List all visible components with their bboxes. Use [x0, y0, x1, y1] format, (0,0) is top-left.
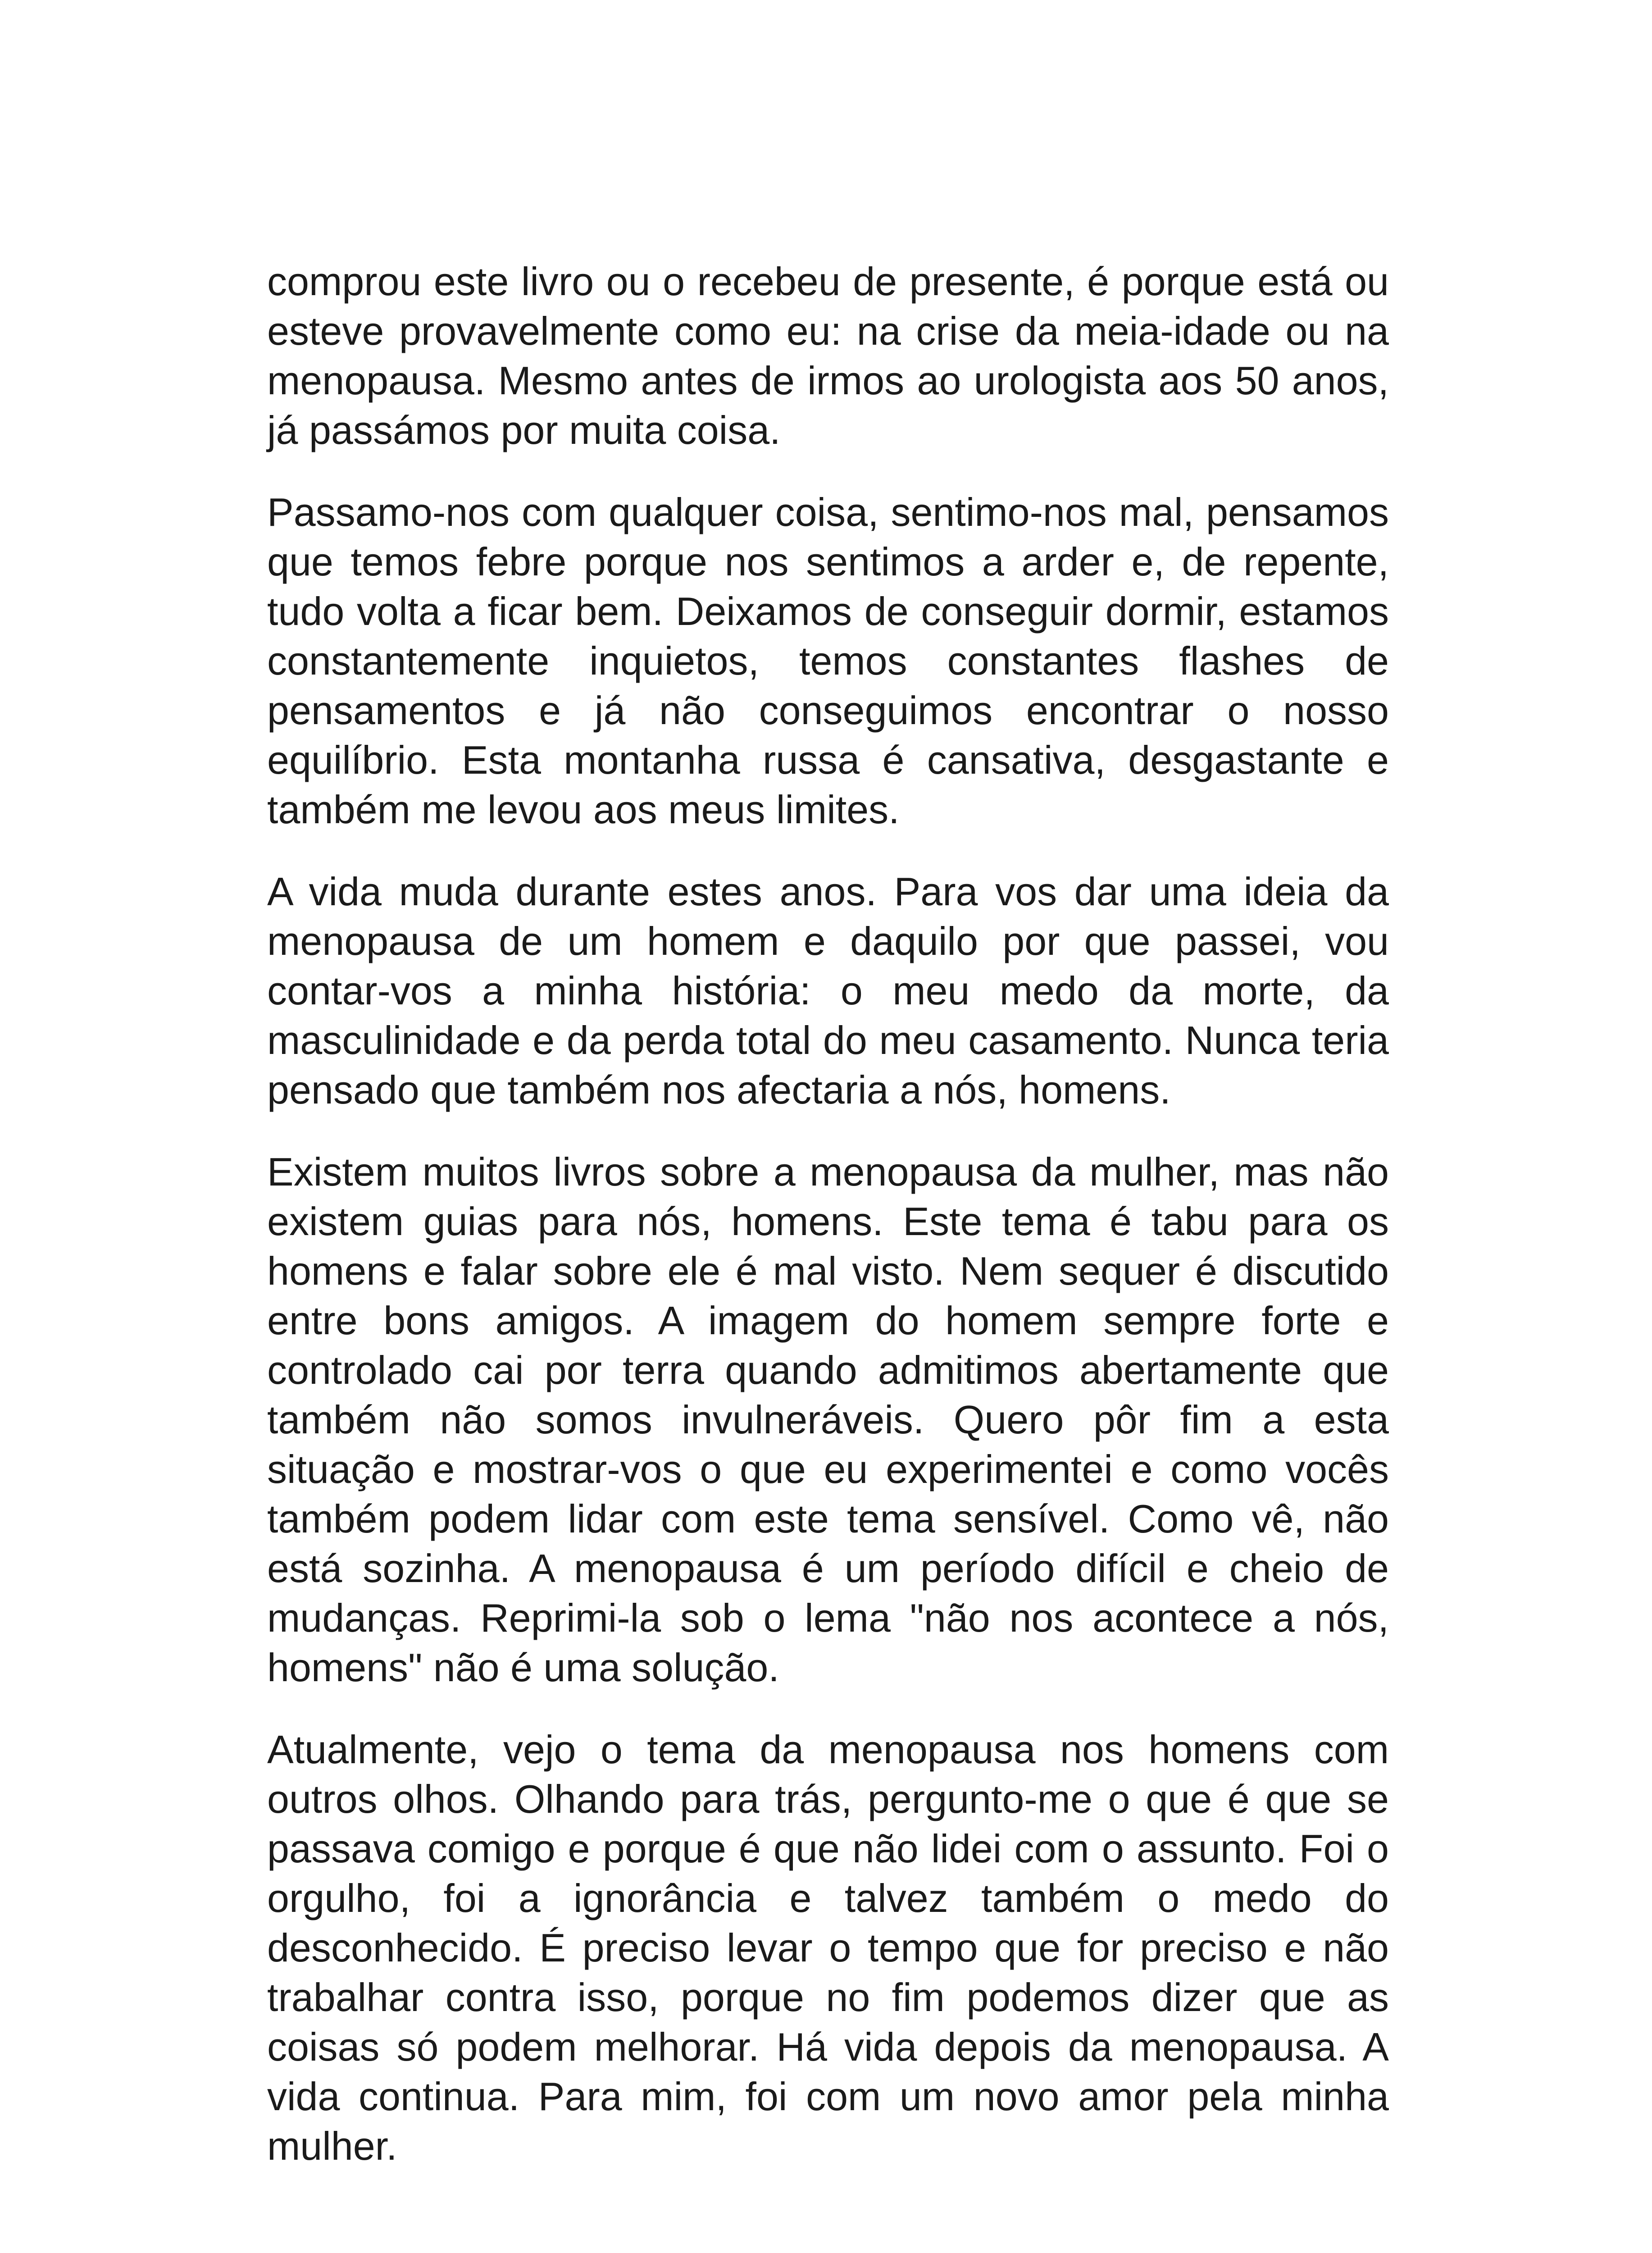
paragraph-1: comprou este livro ou o recebeu de presente, é porque está ou esteve provavelmente como eu: na crise da meia-idade ou na menopausa. Mesmo antes de irmos ao urologista aos 50 anos, já passámos por muita coisa.: [267, 259, 1389, 452]
paragraph-4: Existem muitos livros sobre a menopausa da mulher, mas não existem guias para nós, homens. Este tema é tabu para os homens e falar sobre ele é mal visto. Nem sequer é discutido entre bons amigos. A imagem do homem sempre forte e controlado cai por terra quando admitimos abertamente que também não somos invulneráveis. Quero pôr fim a esta situação e mostrar-vos o que eu experimentei e como vocês também podem lidar com este tema sensível. Como vê, não está sozinha. A menopausa é um período difícil e cheio de mudanças. Reprimi-la sob o lema "não nos acontece a nós, homens" não é uma solução.: [267, 1149, 1389, 1690]
paragraph-3: A vida muda durante estes anos. Para vos dar uma ideia da menopausa de um homem e daquilo por que passei, vou contar-vos a minha história: o meu medo da morte, da masculinidade e da perda total do meu casamento. Nunca teria pensado que também nos afectaria a nós, homens.: [267, 869, 1389, 1112]
paragraph-5: Atualmente, vejo o tema da menopausa nos homens com outros olhos. Olhando para trás, pergunto-me o que é que se passava comigo e porque é que não lidei com o assunto. Foi o orgulho, foi a ignorância e talvez também o medo do desconhecido. É preciso levar o tempo que for preciso e não trabalhar contra isso, porque no fim podemos dizer que as coisas só podem melhorar. Há vida depois da menopausa. A vida continua. Para mim, foi com um novo amor pela minha mulher.: [267, 1727, 1389, 2168]
paragraph-2: Passamo-nos com qualquer coisa, sentimo-nos mal, pensamos que temos febre porque nos sentimos a arder e, de repente, tudo volta a ficar bem. Deixamos de conseguir dormir, estamos constantemente inquietos, temos constantes flashes de pensamentos e já não conseguimos encontrar o nosso equilíbrio. Esta montanha russa é cansativa, desgastante e também me levou aos meus limites.: [267, 490, 1389, 832]
body-text: [267, 257, 1389, 2203]
